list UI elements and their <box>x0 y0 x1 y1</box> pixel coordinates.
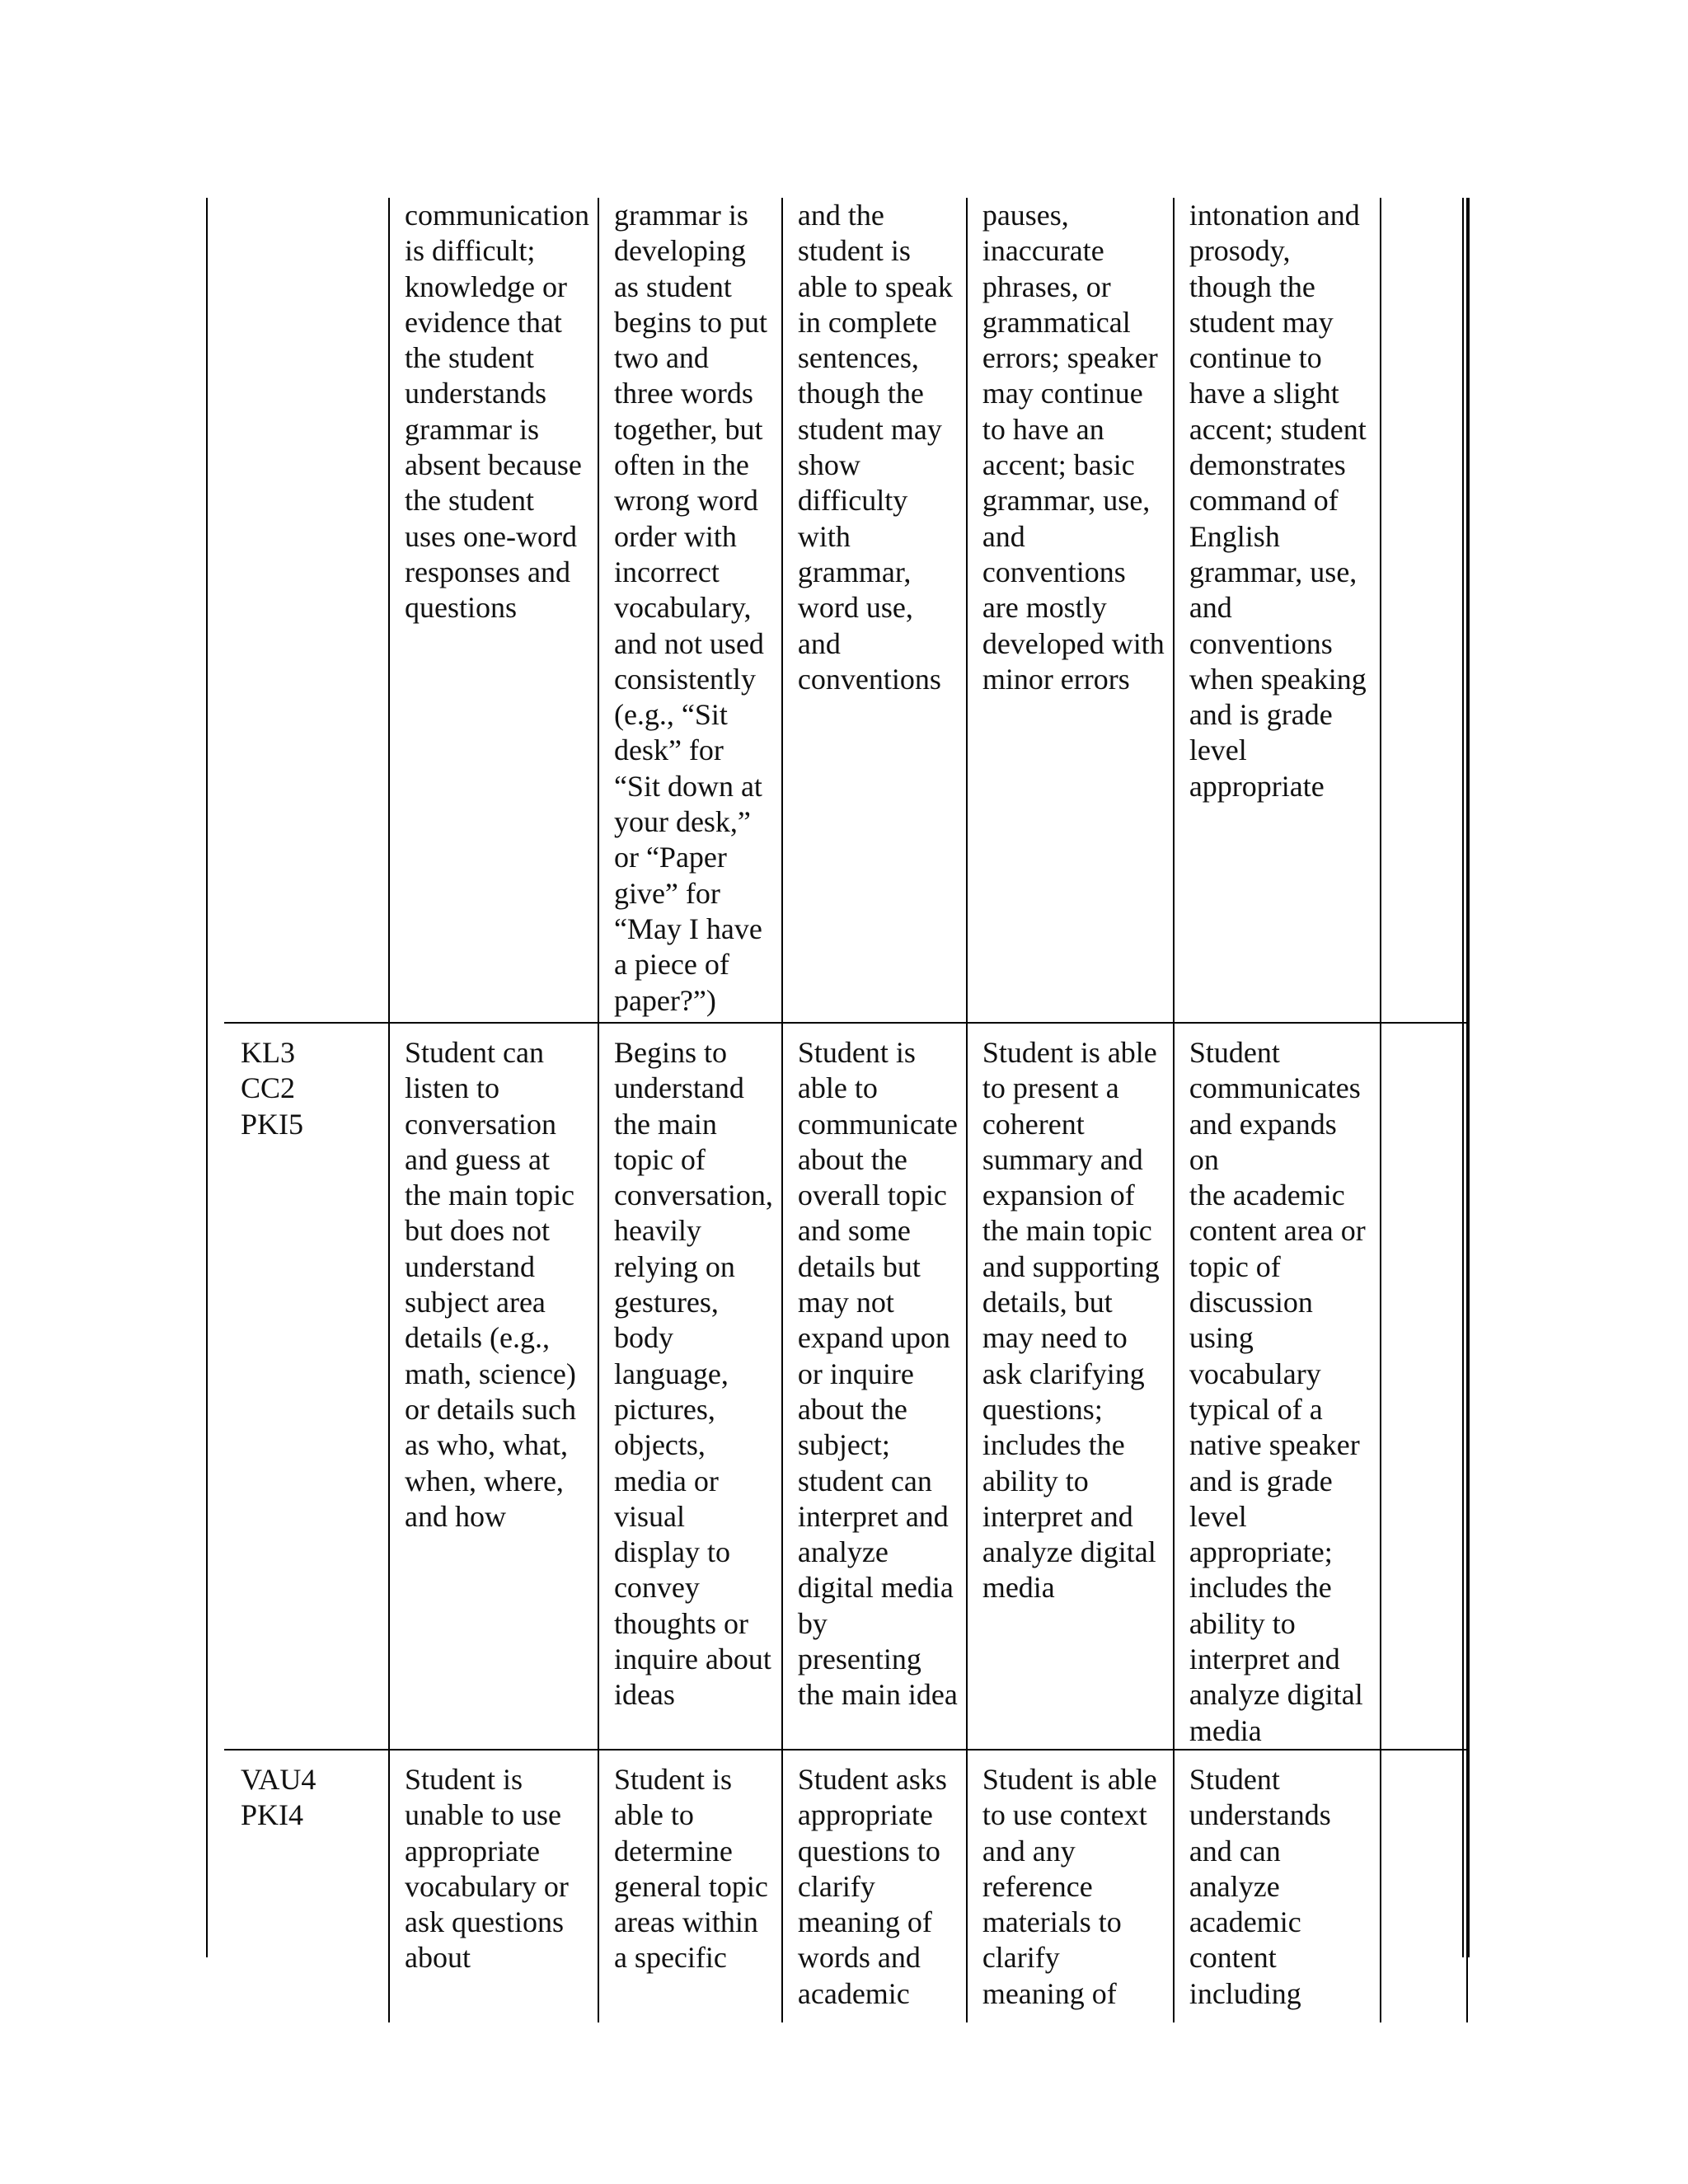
table-row <box>224 1750 1467 2022</box>
rubric-cell-level-2: grammar is developing as student begins to put two and three words together, but often in the wrong word order with incorrect vocabulary, and not used consistently (e.g., “Sit desk” for “Sit down at your desk,” or “Paper give” for “May I have a piece of paper?”) <box>598 198 782 1023</box>
rubric-cell-level-1: Student is unable to use appropriate vocabulary or ask questions about <box>389 1750 598 2022</box>
table-row <box>224 1023 1467 1750</box>
rubric-cell-level-5: Student understands and can analyze academic content including <box>1174 1750 1381 2022</box>
rubric-cell-level-3: and the student is able to speak in complete sentences, though the student may show difficulty with grammar, word use, and conventions <box>782 198 967 1023</box>
score-cell <box>1381 198 1467 1023</box>
rubric-cell-level-5: Student communicates and expands on the academic content area or topic of discussion using vocabulary typical of a native speaker and is grade level appropriate; includes the ability to interpret and analyze digital media <box>1174 1023 1381 1750</box>
outer-border-left <box>206 198 208 1957</box>
score-cell <box>1381 1750 1467 2022</box>
outer-border-right-outer <box>1468 198 1470 1957</box>
rubric-cell-level-3: Student is able to communicate about the overall topic and some details but may not expand upon or inquire about the subject; student can interpret and analyze digital media by presenting the main idea <box>782 1023 967 1750</box>
rubric-cell-level-4: Student is able to present a coherent summary and expansion of the main topic and supporting details, but may need to ask clarifying questions; includes the ability to interpret and analyze digital media <box>967 1023 1174 1750</box>
standard-code-cell <box>224 198 389 1023</box>
score-cell <box>1381 1023 1467 1750</box>
rubric-cell-level-2: Begins to understand the main topic of conversation, heavily relying on gestures, body language, pictures, objects, media or visual display to convey thoughts or inquire about ideas <box>598 1023 782 1750</box>
rubric-cell-level-1: communication is difficult; knowledge or evidence that the student understands grammar is absent because the student uses one-word responses and questions <box>389 198 598 1023</box>
rubric-cell-level-5: intonation and prosody, though the student may continue to have a slight accent; student demonstrates command of English grammar, use, and conventions when speaking and is grade level appropriate <box>1174 198 1381 1023</box>
rubric-table <box>224 198 1468 2022</box>
rubric-cell-level-1: Student can listen to conversation and guess at the main topic but does not understand subject area details (e.g., math, science) or details such as who, what, when, where, and how <box>389 1023 598 1750</box>
table-row <box>224 198 1467 1023</box>
rubric-cell-level-2: Student is able to determine general topic areas within a specific <box>598 1750 782 2022</box>
rubric-cell-level-4: Student is able to use context and any reference materials to clarify meaning of <box>967 1750 1174 2022</box>
standard-code-cell: VAU4 PKI4 <box>241 1762 316 1832</box>
standard-code-cell: KL3 CC2 PKI5 <box>224 1023 389 1750</box>
rubric-cell-level-4: pauses, inaccurate phrases, or grammatical errors; speaker may continue to have an accent; basic grammar, use, and conventions are mostly developed with minor errors <box>967 198 1174 1023</box>
rubric-cell-level-3: Student asks appropriate questions to clarify meaning of words and academic <box>782 1750 967 2022</box>
